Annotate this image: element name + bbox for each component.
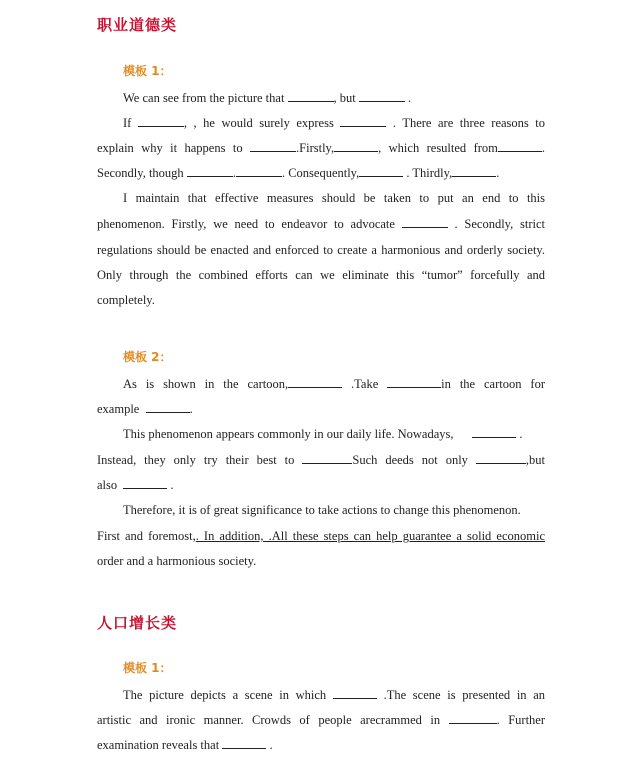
template-label: 模板 1： [123, 64, 172, 78]
paragraph-line: artistic and ironic manner. Crowds of people arecrammed in . Further [97, 713, 545, 727]
paragraph-line: Therefore, it is of great significance to take actions to change this phenomenon. [123, 503, 521, 517]
paragraph-line: also . [97, 478, 174, 492]
paragraph-line: Secondly, though . . Consequently, . Thirdly, . [97, 166, 500, 180]
paragraph-line: This phenomenon appears commonly in our daily life. Nowadays, . [123, 427, 523, 441]
template-label: 模板 1： [123, 661, 172, 675]
paragraph-line: We can see from the picture that , but . [123, 91, 412, 105]
paragraph-line: order and a harmonious society. [97, 554, 257, 568]
paragraph-line: Only through the combined efforts can we eliminate this “tumor” forcefully and [97, 268, 545, 282]
paragraph-line: example . [97, 402, 193, 416]
paragraph-line: I maintain that effective measures should be taken to put an end to this [123, 191, 545, 205]
paragraph-line: explain why it happens to .Firstly, , which resulted from . [97, 141, 546, 155]
paragraph-line: First and foremost,. In addition, .All these steps can help guarantee a solid economic [97, 529, 545, 543]
section-title: 人口增长类 [97, 614, 178, 632]
section-title: 职业道德类 [97, 16, 178, 34]
template-label: 模板 2： [123, 350, 172, 364]
paragraph-line: As is shown in the cartoon, .Take in the cartoon for [123, 377, 545, 391]
paragraph-line: regulations should be enacted and enforced to create a harmonious and orderly society. [97, 243, 545, 257]
paragraph-line: completely. [97, 293, 155, 307]
paragraph-line: Instead, they only try their best to Such deeds not only ,but [97, 453, 545, 467]
paragraph-line: If , , he would surely express . There are three reasons to [123, 116, 546, 130]
paragraph-line: phenomenon. Firstly, we need to endeavor to advocate . Secondly, strict [97, 217, 546, 231]
paragraph-line: The picture depicts a scene in which .The scene is presented in an [123, 688, 546, 702]
paragraph-line: examination reveals that . [97, 738, 273, 752]
